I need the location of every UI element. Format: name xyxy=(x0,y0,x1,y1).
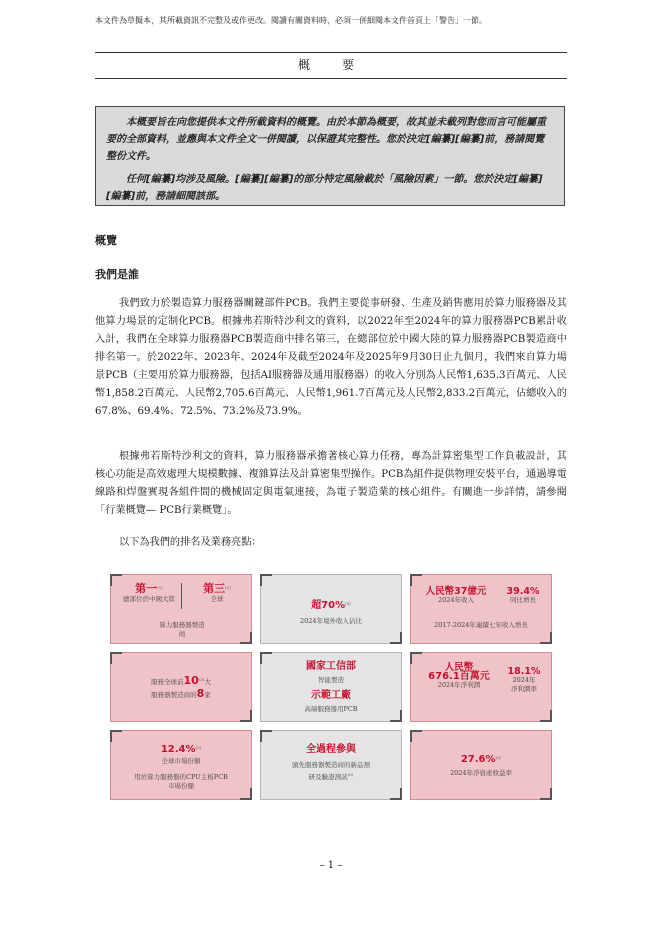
revenue-footer: 2017-2024年連續七年收入增長 xyxy=(434,621,528,629)
notice-paragraph-1: 本概要旨在向您提供本文件所載資料的概覽。由於本節為概要，故其並未載列對您而言可能屬重要的全部資料，並應與本文件全文一併閱讀，以保證其完整性。您於決定[編纂][編纂]前，務請閱覽整份文件。 xyxy=(106,117,546,162)
customers-suffix: 家 xyxy=(204,691,211,699)
net-margin-value: 18.1% xyxy=(507,666,541,677)
intro-paragraph: 我們致力於製造算力服務器關鍵部件PCB。我們主要從事研發、生產及銷售應用於算力服務器及其他算力場景的定制化PCB。根據弗若斯特沙利文的資料，以2022年至2024年的算力服務器PCB累計收入計，我們在全球算力服務器PCB製造商中排名第三，在總部位於中國大陸的算力服務器PCB製造商中排名第一。於2022年、2023年、2024年及截至2024年及2025年9月30日止九個月，我們來自算力場景PCB（主要用於算力服務器，包括AI服務器及通用服務器）的收入分別為人民幣1,635.3百萬元、人民幣1,858.2百萬元、人民幣2,705.6百萬元、人民幣1,961.7百萬元及人民幣2,833.2百萬元，佔總收入的67.8%、69.4%、72.5%、73.2%及73.9%。 xyxy=(95,298,567,417)
revenue-growth-value: 39.4% xyxy=(506,586,540,597)
participation-desc: 頭先服務器製造商的新品預研及驗證測試 xyxy=(292,761,370,782)
demo-factory-title: 示範工廠 xyxy=(311,690,351,701)
highlight-card-ranking xyxy=(110,574,252,644)
customers-top-count: 10 xyxy=(183,674,199,688)
roe-value: 27.6% xyxy=(460,754,496,766)
footnote-ref: (6) xyxy=(495,755,502,760)
net-margin-desc: 淨利潤率 xyxy=(511,685,537,693)
section-title: 概 要 xyxy=(95,52,567,79)
footnote-ref: (3) xyxy=(198,677,205,682)
market-share-value: 12.4% xyxy=(160,744,196,756)
draft-disclaimer: 本文件為草擬本，其所載資訊不完整及或作更改。閱讀有關資料時，必須一併細閱本文件首頁上「警告」一節。 xyxy=(95,16,487,25)
market-share-footer: 用於算力服務器的CPU主板PCB市場份額 xyxy=(134,773,228,790)
revenue-growth-desc: 同比增長 xyxy=(510,596,536,604)
net-profit-label: 人民幣 xyxy=(444,662,474,673)
customers-prefix: 服務全球前 xyxy=(151,678,184,687)
summary-notice-box xyxy=(95,106,565,206)
net-profit-value: 676.1百萬元 xyxy=(428,671,490,682)
footnote-ref: (2) xyxy=(225,585,231,590)
highlight-card-customers xyxy=(110,652,252,722)
net-profit-desc: 2024年淨利潤 xyxy=(437,681,481,689)
industry-paragraph: 根據弗若斯特沙利文的資料，算力服務器承擔著核心算力任務，專為計算密集型工作負載設計，其核心功能是高效處理大規模數據、複雜算法及計算密集型操作。PCB為組件提供物理安裝平台，通過導電線路和焊盤實現各組件間的機械固定與電氣連接，為電子製造業的核心組件。有關進一步詳情，請參閱「行業概覽— PCB行業概覽」。 xyxy=(95,451,567,516)
footnote-ref: (6) xyxy=(347,772,354,777)
highlight-card-overseas xyxy=(260,574,402,644)
revenue-desc: 2024年收入 xyxy=(437,596,475,604)
footnote-ref: (1) xyxy=(157,585,163,590)
overseas-desc: 2024年境外收入佔比 xyxy=(299,617,363,625)
overseas-value: 超70% xyxy=(311,600,346,612)
ranking-third: 第三 xyxy=(203,582,226,596)
ranking-footer: 算力服務器製造商 xyxy=(159,621,205,638)
market-share-desc: 全球市場份額 xyxy=(161,757,201,765)
highlights-lead: 以下為我們的排名及業務亮點： xyxy=(119,537,262,548)
ranking-first-desc: 總部位於中國大陸 xyxy=(123,595,175,604)
revenue-value: 人民幣37億元 xyxy=(425,586,487,597)
highlight-card-net-profit xyxy=(410,652,552,722)
customers-mid: 大 xyxy=(204,678,211,687)
footnote-ref: (4) xyxy=(345,601,351,606)
miit-title: 國家工信部 xyxy=(306,661,356,672)
demo-factory-sub: 高端服務器用PCB xyxy=(304,705,358,713)
footnote-ref: (5) xyxy=(195,745,202,750)
net-margin-year: 2024年 xyxy=(512,676,536,684)
roe-desc: 2024年淨資產收益率 xyxy=(449,769,513,777)
highlight-card-roe xyxy=(410,730,552,800)
highlight-card-miit xyxy=(260,652,402,722)
miit-sub: 智能製造 xyxy=(318,676,344,684)
ranking-third-desc: 全球 xyxy=(210,595,224,604)
ranking-first: 第一 xyxy=(135,582,158,596)
highlight-card-revenue xyxy=(410,574,552,644)
highlight-card-full-participation xyxy=(260,730,402,800)
notice-paragraph-2: 任何[編纂]均涉及風險。[編纂][編纂]的部分特定風險載於「風險因素」一節。您於決定[編纂][編纂]前，務請細閱該部。 xyxy=(106,174,543,202)
customers-prefix-b: 服務器製造商的 xyxy=(151,691,197,699)
customers-served-count: 8 xyxy=(196,687,205,700)
page-number: – 1 – xyxy=(319,860,343,871)
who-we-are-heading: 我們是誰 xyxy=(95,268,139,281)
participation-title: 全過程參與 xyxy=(306,744,356,755)
highlight-card-market-share xyxy=(110,730,252,800)
divider xyxy=(181,583,182,609)
overview-heading: 概覽 xyxy=(95,234,117,247)
